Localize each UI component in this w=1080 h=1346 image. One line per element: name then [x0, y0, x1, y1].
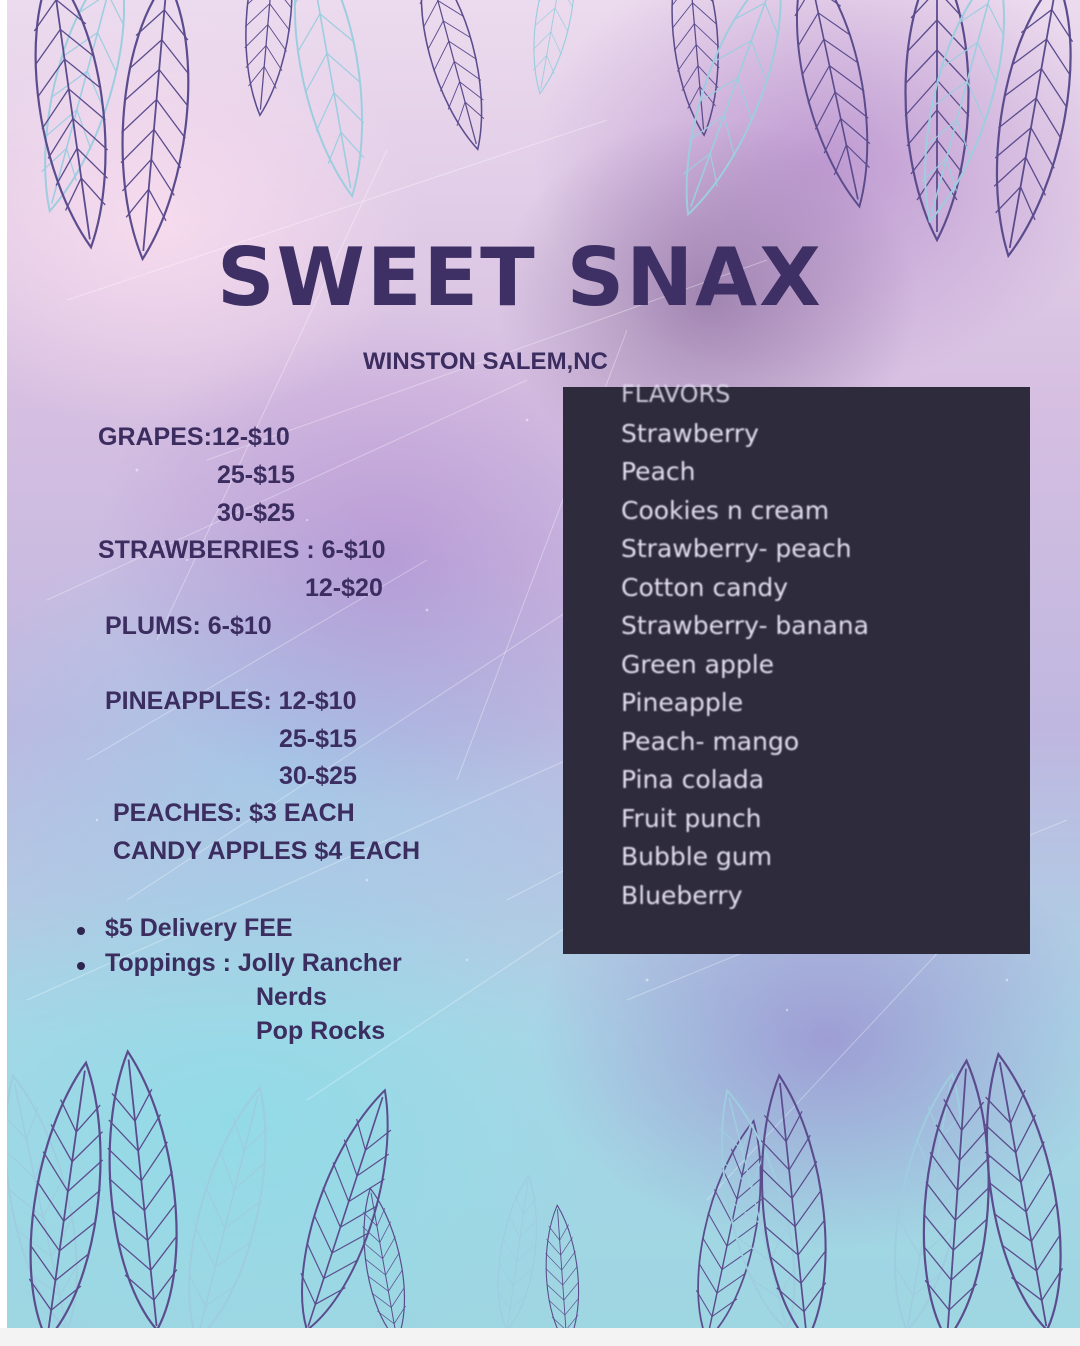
top-leaves [20, 0, 1080, 262]
bottom-bar [0, 1328, 1080, 1346]
strawberries-price: STRAWBERRIES : 6-$10 [98, 536, 386, 564]
flavor-item: Peach [621, 457, 696, 486]
toppings-label: Toppings : Jolly Rancher [105, 949, 402, 977]
flavor-item: Cookies n cream [621, 496, 830, 525]
candy-apples-price: CANDY APPLES $4 EACH [113, 837, 421, 865]
flavor-item: Strawberry- peach [621, 534, 852, 563]
location: WINSTON SALEM,NC [363, 348, 608, 375]
grapes-price: 30-$25 [217, 499, 295, 527]
flyer [7, 0, 1080, 1328]
bullet-icon [77, 927, 85, 935]
topping-item: Pop Rocks [256, 1017, 386, 1045]
flavor-item: Blueberry [621, 881, 743, 910]
flavor-item: Cotton candy [621, 573, 789, 602]
flavor-item: Fruit punch [621, 804, 762, 833]
bullet-icon [77, 962, 85, 970]
flavor-item: Peach- mango [621, 727, 800, 756]
bottom-leaves [7, 1048, 1079, 1328]
grapes-price: GRAPES:12-$10 [98, 423, 290, 451]
plums-price: PLUMS: 6-$10 [105, 612, 272, 640]
flavor-item: Pina colada [621, 765, 765, 794]
strawberries-price: 12-$20 [305, 574, 383, 602]
peaches-price: PEACHES: $3 EACH [113, 799, 355, 827]
pineapples-price: 30-$25 [279, 762, 357, 790]
flavor-item: Bubble gum [621, 842, 773, 871]
pineapples-price: PINEAPPLES: 12-$10 [105, 687, 357, 715]
grapes-price: 25-$15 [217, 461, 295, 489]
flavors-panel [563, 380, 1030, 954]
page-title: SWEET SNAX [217, 231, 823, 324]
flavor-item: Pineapple [621, 688, 744, 717]
flavor-item: Green apple [621, 650, 775, 679]
flavor-item: Strawberry [621, 419, 759, 448]
delivery-fee: $5 Delivery FEE [105, 914, 293, 942]
topping-item: Nerds [256, 983, 327, 1011]
pineapples-price: 25-$15 [279, 725, 357, 753]
flavors-heading: FLAVORS [621, 380, 731, 408]
flavor-item: Strawberry- banana [621, 611, 869, 640]
